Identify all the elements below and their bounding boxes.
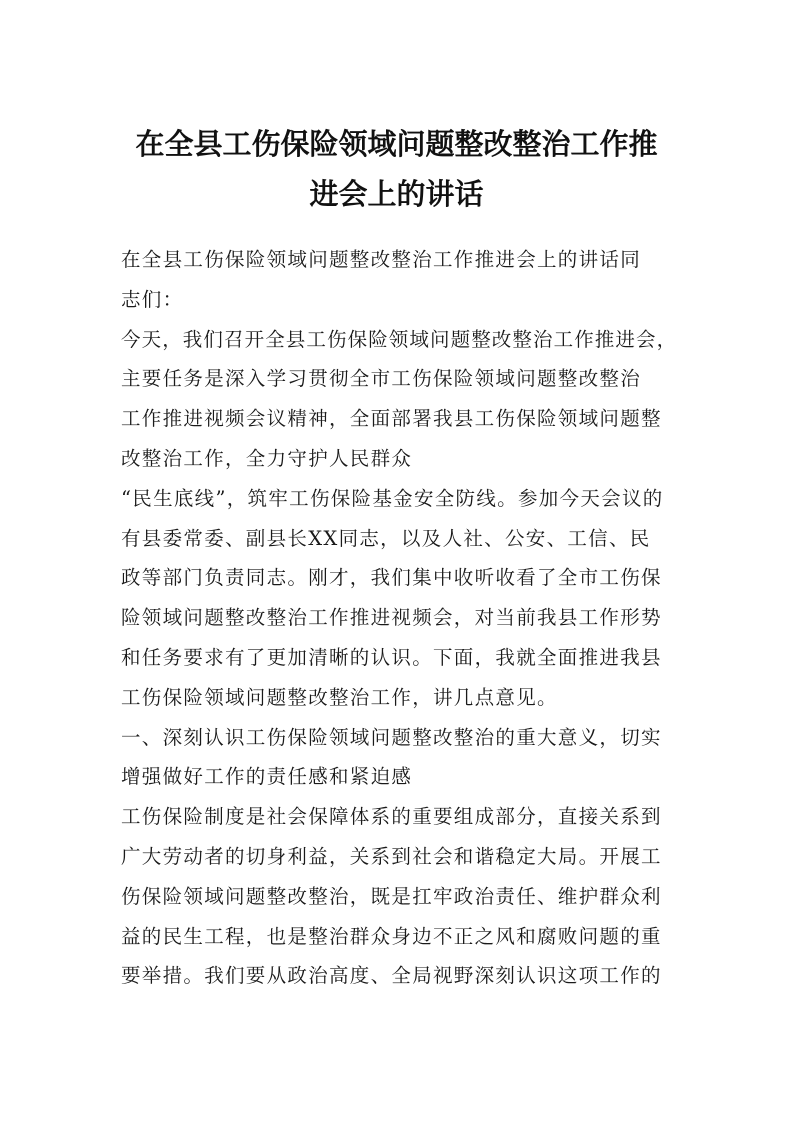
body-line: 今天，我们召开全县工伤保险领域问题整改整治工作推进会， — [121, 327, 678, 351]
section-heading-line: 增强做好工作的责任感和紧迫感 — [121, 765, 413, 789]
section-heading-line: 一、深刻认识工伤保险领域问题整改整治的重大意义，切实 — [121, 725, 662, 749]
body-line: 和任务要求有了更加清晰的认识。下面，我就全面推进我县 — [121, 645, 662, 669]
body-line: 改整治工作，全力守护人民群众 — [121, 446, 413, 470]
body-line: 有县委常委、副县长XX同志，以及人社、公安、工信、民 — [121, 526, 651, 550]
body-line: 要举措。我们要从政治高度、全局视野深刻认识这项工作的 — [121, 964, 662, 988]
body-line: “民生底线”，筑牢工伤保险基金安全防线。参加今天会议的 — [121, 486, 664, 510]
body-line: 主要任务是深入学习贯彻全市工伤保险领域问题整改整治 — [121, 367, 642, 391]
document-body — [121, 240, 681, 996]
body-line: 益的民生工程，也是整治群众身边不正之风和腐败问题的重 — [121, 924, 662, 948]
body-line: 政等部门负责同志。刚才，我们集中收听收看了全市工伤保 — [121, 566, 662, 590]
body-line: 广大劳动者的切身利益，关系到社会和谐稳定大局。开展工 — [121, 844, 662, 868]
body-line: 伤保险领域问题整改整治，既是扛牢政治责任、维护群众利 — [121, 884, 662, 908]
body-line: 险领域问题整改整治工作推进视频会，对当前我县工作形势 — [121, 606, 662, 630]
body-line: 在全县工伤保险领域问题整改整治工作推进会上的讲话同 — [121, 248, 642, 271]
body-line: 志们： — [121, 287, 184, 311]
body-line: 工伤保险领域问题整改整治工作，讲几点意见。 — [121, 685, 558, 709]
body-line: 工伤保险制度是社会保障体系的重要组成部分，直接关系到 — [121, 805, 662, 829]
document-title-line-1: 在全县工伤保险领域问题整改整治工作推 — [135, 127, 658, 161]
document-title-line-2: 进会上的讲话 — [309, 177, 484, 211]
body-line: 工作推进视频会议精神，全面部署我县工伤保险领域问题整 — [121, 407, 662, 431]
